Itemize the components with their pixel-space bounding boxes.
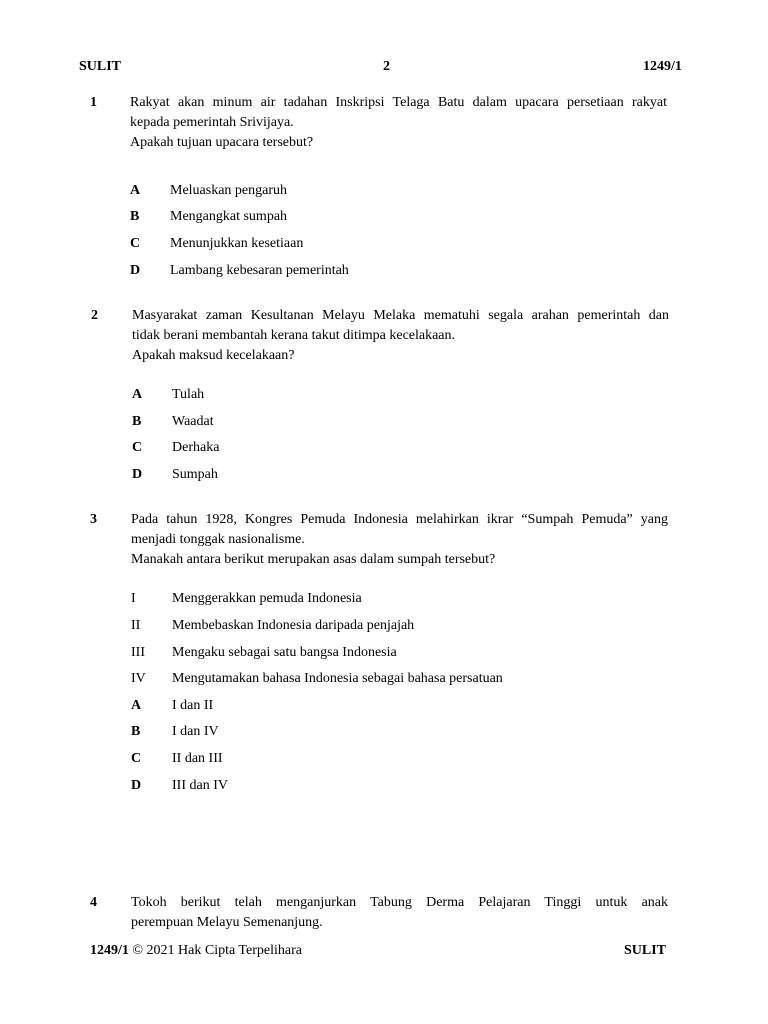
question-prompt: Apakah maksud kecelakaan? xyxy=(132,348,295,363)
stem-line: tidak berani membantah kerana takut ditimpa kecelakaan. xyxy=(132,328,456,343)
option-letter: A xyxy=(131,698,142,713)
question-prompt: Manakah antara berikut merupakan asas dalam sumpah tersebut? xyxy=(131,552,496,567)
option-letter: C xyxy=(132,440,143,455)
option-letter: A xyxy=(132,387,143,402)
stem-line: perempuan Melayu Semenanjung. xyxy=(131,915,323,930)
question-stem xyxy=(132,306,669,366)
stem-line: Masyarakat zaman Kesultanan Melayu Melaka mematuhi segala arahan pemerintah dan xyxy=(132,308,669,323)
statement-text: Mengutamakan bahasa Indonesia sebagai bahasa persatuan xyxy=(172,671,503,686)
footer-paper-code: 1249/1 xyxy=(90,943,129,958)
option-letter: B xyxy=(132,414,142,429)
option-letter: C xyxy=(130,236,141,251)
footer-sulit: SULIT xyxy=(624,943,667,958)
option-text: Mengangkat sumpah xyxy=(170,209,288,224)
option-letter: D xyxy=(131,778,142,793)
option-text: III dan IV xyxy=(172,778,228,793)
statement-numeral: IV xyxy=(131,671,146,686)
option-letter: C xyxy=(131,751,142,766)
statement-text: Mengaku sebagai satu bangsa Indonesia xyxy=(172,645,397,660)
statement-text: Membebaskan Indonesia daripada penjajah xyxy=(172,618,415,633)
option-text: Sumpah xyxy=(172,467,218,482)
option-text: Meluaskan pengaruh xyxy=(170,183,288,198)
option-letter: A xyxy=(130,183,141,198)
statement-text: Menggerakkan pemuda Indonesia xyxy=(172,591,362,606)
question-number: 3 xyxy=(90,512,97,527)
footer-left xyxy=(90,941,302,961)
question-stem xyxy=(131,893,668,933)
option-text: Derhaka xyxy=(172,440,220,455)
option-text: Tulah xyxy=(172,387,205,402)
statement-numeral: I xyxy=(131,591,136,606)
header-sulit: SULIT xyxy=(79,59,122,74)
option-text: II dan III xyxy=(172,751,223,766)
question-number: 2 xyxy=(91,308,98,323)
option-letter: B xyxy=(130,209,140,224)
option-letter: D xyxy=(132,467,143,482)
option-text: I dan II xyxy=(172,698,214,713)
stem-line: Rakyat akan minum air tadahan Inskripsi Telaga Batu dalam upacara persetiaan rakyat xyxy=(130,95,667,110)
question-number: 4 xyxy=(90,895,97,910)
option-text: Menunjukkan kesetiaan xyxy=(170,236,304,251)
stem-line: kepada pemerintah Srivijaya. xyxy=(130,115,294,130)
stem-line: Tokoh berikut telah menganjurkan Tabung Derma Pelajaran Tinggi untuk anak xyxy=(131,895,668,910)
option-letter: B xyxy=(131,724,141,739)
question-prompt: Apakah tujuan upacara tersebut? xyxy=(130,135,314,150)
question-stem xyxy=(130,93,667,153)
page-number: 2 xyxy=(383,59,390,74)
option-text: I dan IV xyxy=(172,724,219,739)
footer-copyright: © 2021 Hak Cipta Terpelihara xyxy=(132,943,302,958)
statement-numeral: III xyxy=(131,645,145,660)
question-stem xyxy=(131,510,668,570)
stem-line: menjadi tonggak nasionalisme. xyxy=(131,532,305,547)
option-letter: D xyxy=(130,263,141,278)
header-paper-code: 1249/1 xyxy=(643,59,682,74)
stem-line: Pada tahun 1928, Kongres Pemuda Indonesia melahirkan ikrar “Sumpah Pemuda” yang xyxy=(131,512,668,527)
question-number: 1 xyxy=(90,95,97,110)
option-text: Lambang kebesaran pemerintah xyxy=(170,263,349,278)
statement-numeral: II xyxy=(131,618,141,633)
option-text: Waadat xyxy=(172,414,214,429)
